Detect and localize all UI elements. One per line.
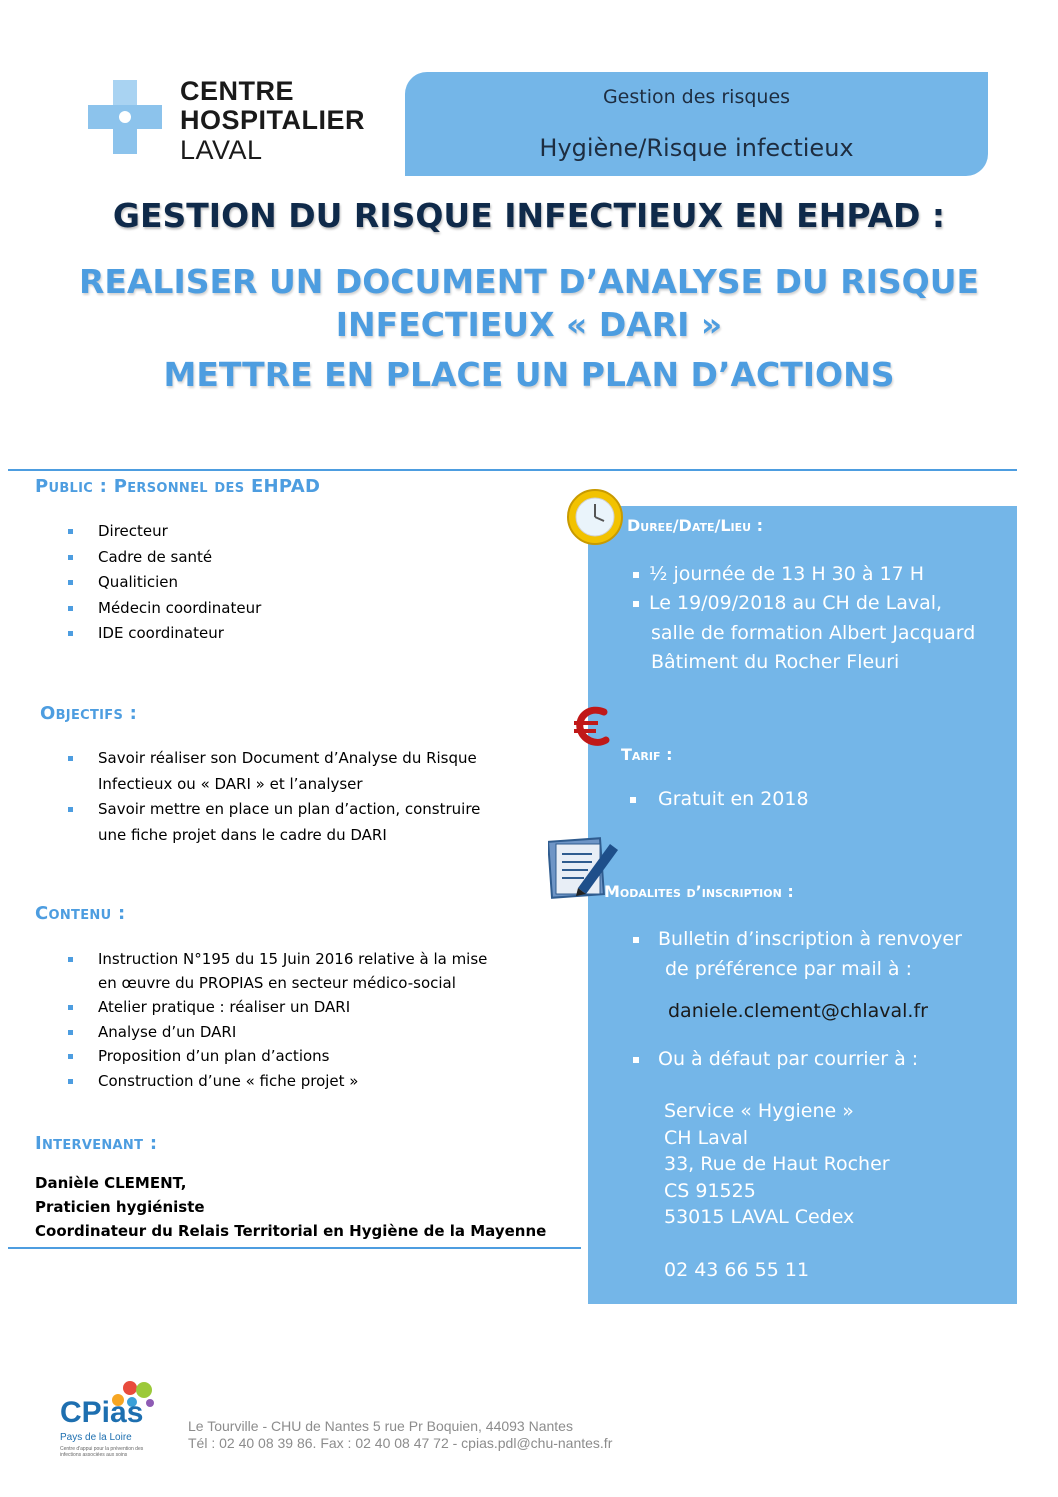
list-item: Proposition d’un plan d’actions — [68, 1044, 487, 1069]
contenu-1-line-2: en œuvre du PROPIAS en secteur médico-social — [98, 974, 456, 992]
duree-item-1: ½ journée de 13 H 30 à 17 H — [649, 563, 925, 585]
objectif-2-line-1: Savoir mettre en place un plan d’action, construire — [98, 800, 481, 818]
banner-subtitle: Gestion des risques — [602, 86, 791, 108]
logo-line-3: LAVAL — [180, 135, 263, 165]
footer-address — [188, 1418, 612, 1452]
main-title-line-2: REALISER UN DOCUMENT D’ANALYSE DU RISQUE — [78, 262, 980, 302]
duree-item-2-line-1: Le 19/09/2018 au CH de Laval, — [649, 592, 943, 614]
clock-icon — [566, 488, 624, 546]
footer-line-1: Le Tourville - CHU de Nantes 5 rue Pr Boquien, 44093 Nantes — [188, 1418, 573, 1434]
contenu-title: Contenu : — [35, 903, 126, 924]
hospital-cross-logo — [88, 80, 162, 154]
list-item — [68, 947, 487, 995]
address-line: Service « Hygiene » — [664, 1100, 854, 1122]
list-item: Qualiticien — [68, 570, 261, 596]
main-title-line-1: GESTION DU RISQUE INFECTIEUX EN EHPAD : — [112, 196, 946, 235]
duree-item-2-line-3: Bâtiment du Rocher Fleuri — [651, 651, 900, 673]
tarif-title: Tarif : — [621, 745, 673, 764]
cpias-logo-text: CPias — [60, 1396, 144, 1429]
public-list — [68, 519, 261, 647]
address-line: CS 91525 — [664, 1179, 756, 1202]
logo-line-2: HOSPITALIER — [180, 105, 366, 135]
objectif-1-line-1: Savoir réaliser son Document d’Analyse du Risque — [98, 749, 477, 767]
public-title: Public : Personnel des EHPAD — [35, 476, 321, 497]
divider-top — [8, 469, 1017, 471]
list-item — [633, 1044, 962, 1074]
list-item: Analyse d’un DARI — [68, 1020, 487, 1045]
contenu-list — [68, 947, 487, 1093]
list-item — [633, 924, 962, 954]
modalites-item-1-line-2: de préférence par mail à : — [665, 958, 912, 980]
cpias-logo-sub: Pays de la Loire — [60, 1432, 132, 1443]
tarif-item — [630, 786, 809, 813]
list-item — [68, 746, 480, 797]
list-item: Cadre de santé — [68, 545, 261, 571]
contact-email[interactable]: daniele.clement@chlaval.fr — [668, 1000, 928, 1022]
list-item — [633, 589, 975, 619]
banner-title: Hygiène/Risque infectieux — [539, 134, 854, 162]
cpias-logo-tagline: Centre d'appui pour la prévention des infections associées aux soins — [60, 1446, 144, 1458]
intervenant-block — [35, 1171, 546, 1243]
modalites-title: Modalites d’inscription : — [604, 882, 794, 901]
duree-title: Duree/Date/Lieu : — [627, 516, 764, 535]
modalites-block — [633, 924, 962, 1283]
list-item: Construction d’une « fiche projet » — [68, 1069, 487, 1094]
list-item: Atelier pratique : réaliser un DARI — [68, 995, 487, 1020]
intervenant-role: Praticien hygiéniste — [35, 1198, 205, 1216]
objectif-2-line-2: une fiche projet dans le cadre du DARI — [98, 825, 387, 844]
hospital-logo-text — [180, 78, 365, 164]
objectifs-list — [68, 746, 480, 848]
duree-list — [633, 559, 975, 678]
intervenant-name: Danièle CLEMENT, — [35, 1174, 187, 1192]
list-item: IDE coordinateur — [68, 621, 261, 647]
euro-icon — [572, 704, 614, 748]
address-line: 33, Rue de Haut Rocher — [664, 1153, 890, 1175]
list-item — [68, 797, 480, 848]
main-title-line-3: INFECTIEUX « DARI » — [335, 304, 723, 344]
intervenant-org: Coordinateur du Relais Territorial en Hygiène de la Mayenne — [35, 1222, 547, 1240]
list-item: Médecin coordinateur — [68, 596, 261, 622]
footer-line-2: Tél : 02 40 08 39 86. Fax : 02 40 08 47 72 - cpias.pdl@chu-nantes.fr — [188, 1435, 613, 1451]
address-line: 53015 LAVAL Cedex — [664, 1206, 855, 1228]
divider-bottom — [8, 1247, 581, 1249]
logo-line-1: CENTRE — [180, 76, 295, 106]
address-line: CH Laval — [664, 1126, 748, 1149]
list-item — [633, 559, 975, 589]
objectifs-title: Objectifs : — [40, 703, 138, 724]
main-title-line-4: METTRE EN PLACE UN PLAN D’ACTIONS — [163, 354, 895, 394]
tarif-value: Gratuit en 2018 — [658, 788, 809, 810]
objectif-1-line-2: Infectieux ou « DARI » et l’analyser — [98, 774, 363, 793]
list-item: Directeur — [68, 519, 261, 545]
contact-phone: 02 43 66 55 11 — [664, 1258, 810, 1281]
cpias-logo — [60, 1378, 160, 1464]
header-banner — [405, 72, 988, 176]
postal-address — [633, 1098, 962, 1231]
modalites-item-1-line-1: Bulletin d’inscription à renvoyer — [658, 928, 962, 950]
intervenant-title: Intervenant : — [35, 1133, 158, 1154]
modalites-item-2: Ou à défaut par courrier à : — [658, 1048, 919, 1070]
main-title-block — [20, 198, 1038, 393]
duree-item-2-line-2: salle de formation Albert Jacquard — [651, 621, 976, 644]
contenu-1-line-1: Instruction N°195 du 15 Juin 2016 relative à la mise — [98, 950, 488, 968]
